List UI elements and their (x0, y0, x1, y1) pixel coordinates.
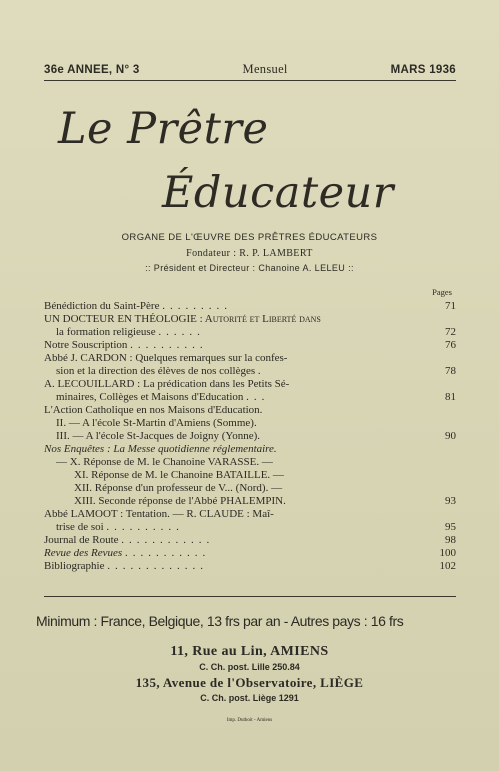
toc-line: III. — A l'école St-Jacques de Joigny (Yonne). (56, 430, 261, 442)
toc-line: XI. Réponse de M. le Chanoine BATAILLE. — (74, 469, 284, 481)
subscription-price: Minimum : France, Belgique, 13 frs par an - Autres pays : 16 frs (36, 613, 404, 629)
masthead-fondateur: Fondateur : R. P. LAMBERT (186, 248, 313, 259)
toc-page: 93 (445, 495, 456, 507)
toc-line: Abbé J. CARDON : Quelques remarques sur la confes- (44, 352, 288, 364)
toc-line: Bibliographie (44, 560, 105, 572)
toc-entry (44, 404, 460, 443)
toc-line: Revue des Revues (44, 547, 123, 559)
toc-page: 81 (445, 391, 456, 403)
toc-page: 95 (445, 521, 456, 533)
toc-page: 71 (445, 300, 456, 312)
issue-number: 36e ANNEE, N° 3 (44, 64, 140, 76)
issue-date: MARS 1936 (390, 64, 456, 76)
toc-line: L'Action Catholique en nos Maisons d'Education. (44, 404, 263, 416)
toc-entry: Bénédiction du Saint-Père ......... 71 (44, 300, 456, 312)
toc-entry: Abbé LAMOOT : Tentation. — R. CLAUDE : Maî- trise de soi .......... 95 (44, 508, 456, 533)
toc-line: Bénédiction du Saint-Père (44, 300, 160, 312)
toc-line: — X. Réponse de M. le Chanoine VARASSE. — (56, 456, 273, 468)
toc-page: 102 (439, 560, 456, 572)
title-line-2: Éducateur (162, 168, 394, 218)
toc-page: 76 (445, 339, 456, 351)
toc-line: Abbé LAMOOT : Tentation. — R. CLAUDE : Maî- (44, 508, 274, 520)
toc-line: XII. Réponse d'un professeur de V... (Nord). — (74, 482, 283, 494)
toc-page: 98 (445, 534, 456, 546)
toc-page: 90 (445, 430, 456, 442)
toc-page: 100 (439, 547, 456, 559)
table-of-contents (44, 286, 460, 573)
postal-account-liege: C. Ch. post. Liège 1291 (200, 693, 299, 703)
issue-header (44, 62, 456, 77)
toc-line: XIII. Seconde réponse de l'Abbé PHALEMPIN. (74, 495, 286, 507)
toc-entry: UN DOCTEUR EN THÉOLOGIE : Autorité et Liberté dans la formation religieuse ...... 72 (44, 313, 456, 338)
toc-entry: Notre Souscription .......... 76 (44, 339, 456, 351)
toc-entry: A. LECOUILLARD : La prédication dans les Petits Sé- minaires, Collèges et Maisons d'Education ... 81 (44, 378, 456, 403)
toc-line: minaires, Collèges et Maisons d'Education (56, 391, 244, 403)
toc-entry: Abbé J. CARDON : Quelques remarques sur la confes- sion et la direction des élèves de nos collèges . 78 (44, 352, 456, 377)
toc-line: Journal de Route (44, 534, 119, 546)
toc-line: trise de soi (56, 521, 104, 533)
toc-entry: Revue des Revues ........... 100 (44, 547, 456, 559)
pages-label: Pages (432, 287, 452, 297)
issue-frequency: Mensuel (242, 62, 288, 76)
postal-account-lille: C. Ch. post. Lille 250.84 (199, 662, 300, 672)
toc-page: 72 (445, 326, 456, 338)
toc-entry: Bibliographie ............. 102 (44, 560, 456, 572)
toc-entry: Journal de Route ............ 98 (44, 534, 456, 546)
address-liege: 135, Avenue de l'Observatoire, LIÈGE (135, 675, 364, 690)
address-amiens: 11, Rue au Lin, AMIENS (170, 644, 329, 659)
title-line-1: Le Prêtre (58, 104, 269, 154)
toc-line: Nos Enquêtes : La Messe quotidienne réglementaire. (44, 443, 277, 455)
toc-line: sion et la direction des élèves de nos collèges (56, 365, 256, 377)
imprint: Imp. Duthoit - Amiens (226, 718, 273, 723)
toc-line: UN DOCTEUR EN THÉOLOGIE : Autorité et Liberté dans (44, 313, 321, 325)
masthead-directeur: :: Président et Directeur : Chanoine A. LELEU :: (145, 263, 354, 273)
masthead-organe: ORGANE DE L'ŒUVRE DES PRÊTRES ÉDUCATEURS (121, 232, 378, 243)
toc-entry (44, 443, 460, 508)
toc-line: A. LECOUILLARD : La prédication dans les Petits Sé- (44, 378, 290, 390)
toc-line: II. — A l'école St-Martin d'Amiens (Somme). (56, 417, 257, 429)
header-rule (44, 80, 456, 81)
toc-line: Notre Souscription (44, 339, 128, 351)
toc-line: la formation religieuse (56, 326, 156, 338)
toc-page: 78 (445, 365, 456, 377)
toc-bottom-rule (44, 596, 456, 597)
